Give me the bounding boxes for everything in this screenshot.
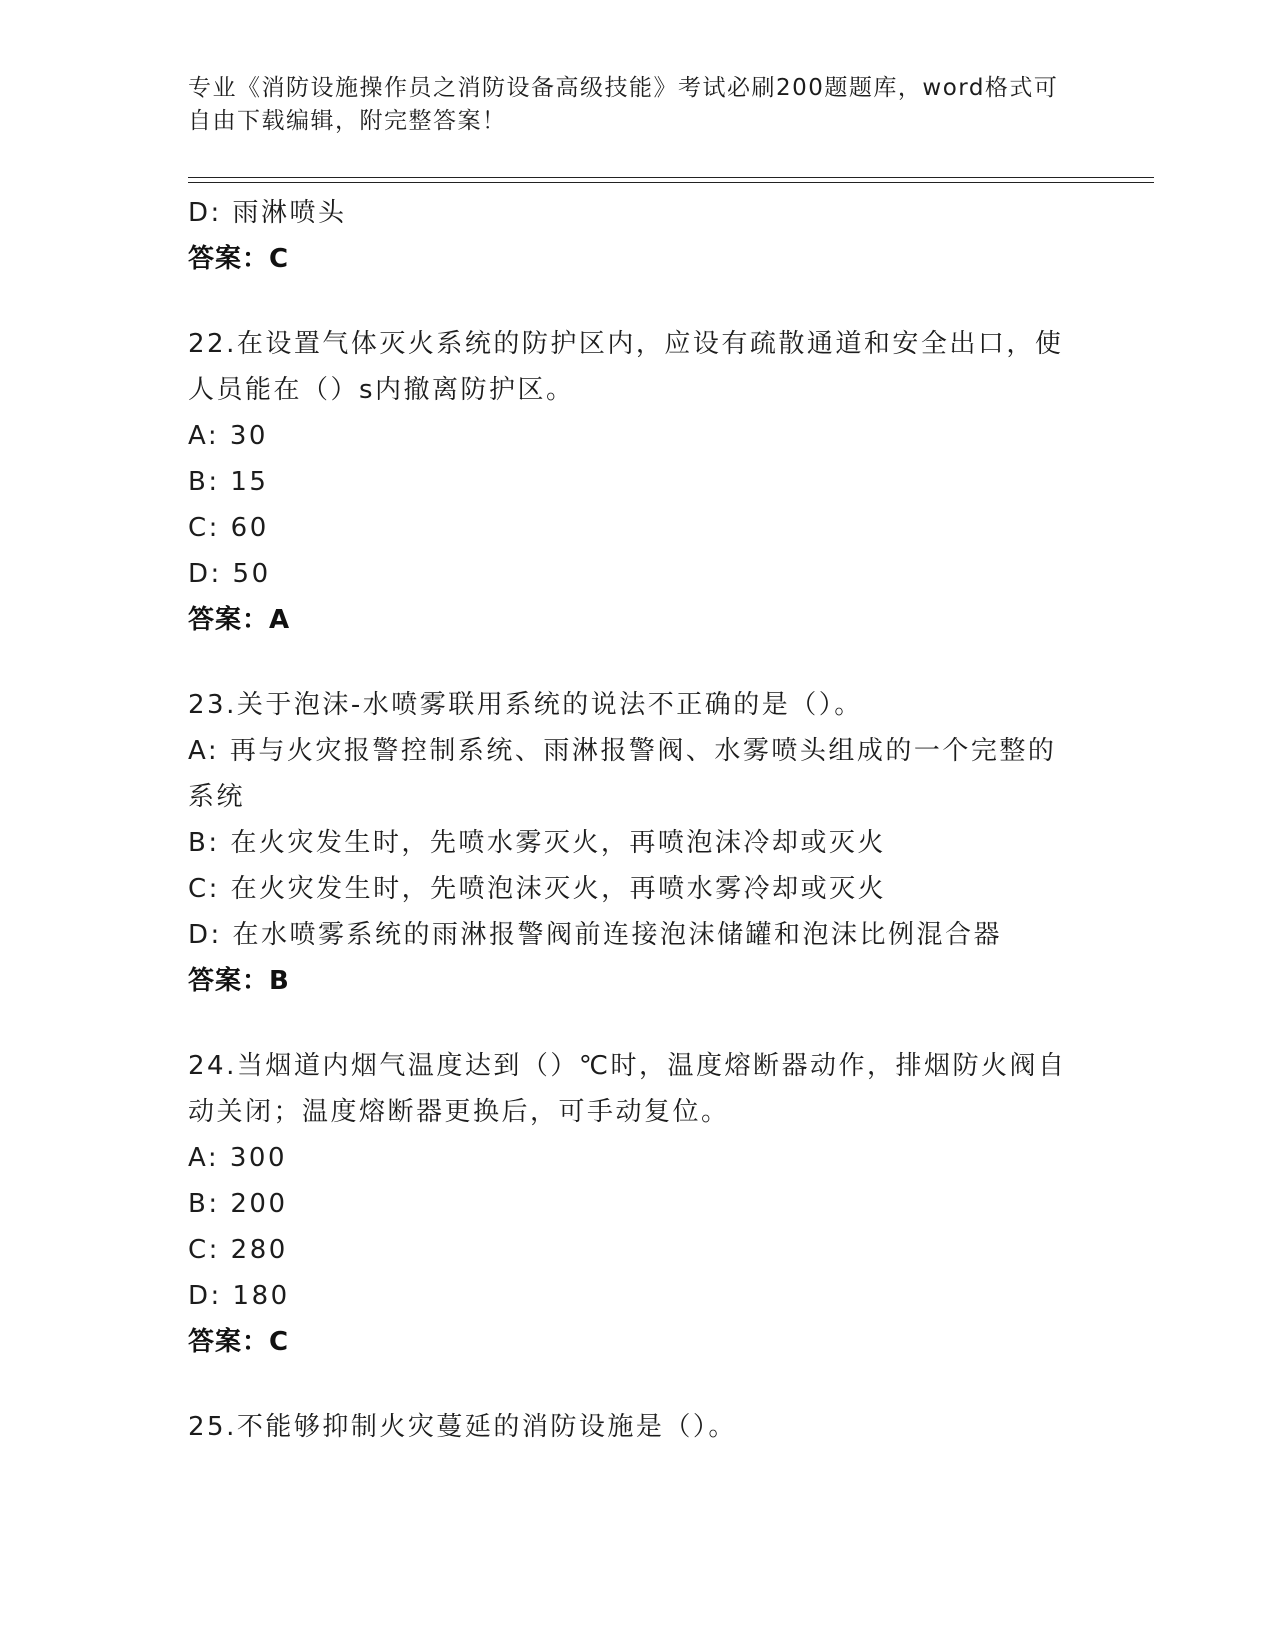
option-d: D: 50 xyxy=(188,559,271,589)
option-b: B: 15 xyxy=(188,467,269,497)
document-header xyxy=(188,72,1088,138)
question-24 xyxy=(188,1043,1088,1365)
question-stem-line-1: 24.当烟道内烟气温度达到（）℃时，温度熔断器动作，排烟防火阀自 xyxy=(188,1051,1067,1081)
header-line-1: 专业《消防设施操作员之消防设备高级技能》考试必刷200题题库，word格式可 xyxy=(188,75,1059,101)
option-d: D: 180 xyxy=(188,1281,290,1311)
option-c: C: 280 xyxy=(188,1235,288,1265)
question-22 xyxy=(188,321,1088,643)
answer-line: 答案：A xyxy=(188,605,291,635)
option-d: D: 雨淋喷头 xyxy=(188,198,347,228)
document-body xyxy=(188,190,1088,1450)
question-stem-line-2: 动关闭；温度熔断器更换后，可手动复位。 xyxy=(188,1097,730,1127)
answer-line: 答案：B xyxy=(188,966,290,996)
header-divider-bottom xyxy=(188,182,1154,183)
option-d: D: 在水喷雾系统的雨淋报警阀前连接泡沫储罐和泡沫比例混合器 xyxy=(188,920,1003,950)
question-stem-line-1: 25.不能够抑制火灾蔓延的消防设施是（）。 xyxy=(188,1412,737,1442)
question-stem-line-1: 22.在设置气体灭火系统的防护区内，应设有疏散通道和安全出口，使 xyxy=(188,329,1064,359)
answer-line: 答案：C xyxy=(188,1327,290,1357)
question-stem-line-1: 23.关于泡沫-水喷雾联用系统的说法不正确的是（）。 xyxy=(188,690,863,720)
option-b: B: 在火灾发生时，先喷水雾灭火，再喷泡沫冷却或灭火 xyxy=(188,828,886,858)
answer-line: 答案：C xyxy=(188,244,290,274)
option-b: B: 200 xyxy=(188,1189,288,1219)
option-a-continued: 系统 xyxy=(188,782,246,812)
option-a: A: 再与火灾报警控制系统、雨淋报警阀、水雾喷头组成的一个完整的 xyxy=(188,736,1057,766)
header-line-2: 自由下载编辑，附完整答案！ xyxy=(188,108,507,134)
option-a: A: 300 xyxy=(188,1143,287,1173)
option-c: C: 在火灾发生时，先喷泡沫灭火，再喷水雾冷却或灭火 xyxy=(188,874,887,904)
header-divider-top xyxy=(188,177,1154,178)
option-a: A: 30 xyxy=(188,421,268,451)
option-c: C: 60 xyxy=(188,513,269,543)
question-23 xyxy=(188,682,1088,1004)
question-25 xyxy=(188,1404,1088,1450)
previous-question-tail xyxy=(188,190,1088,282)
question-stem-line-2: 人员能在（）s内撤离防护区。 xyxy=(188,375,575,405)
